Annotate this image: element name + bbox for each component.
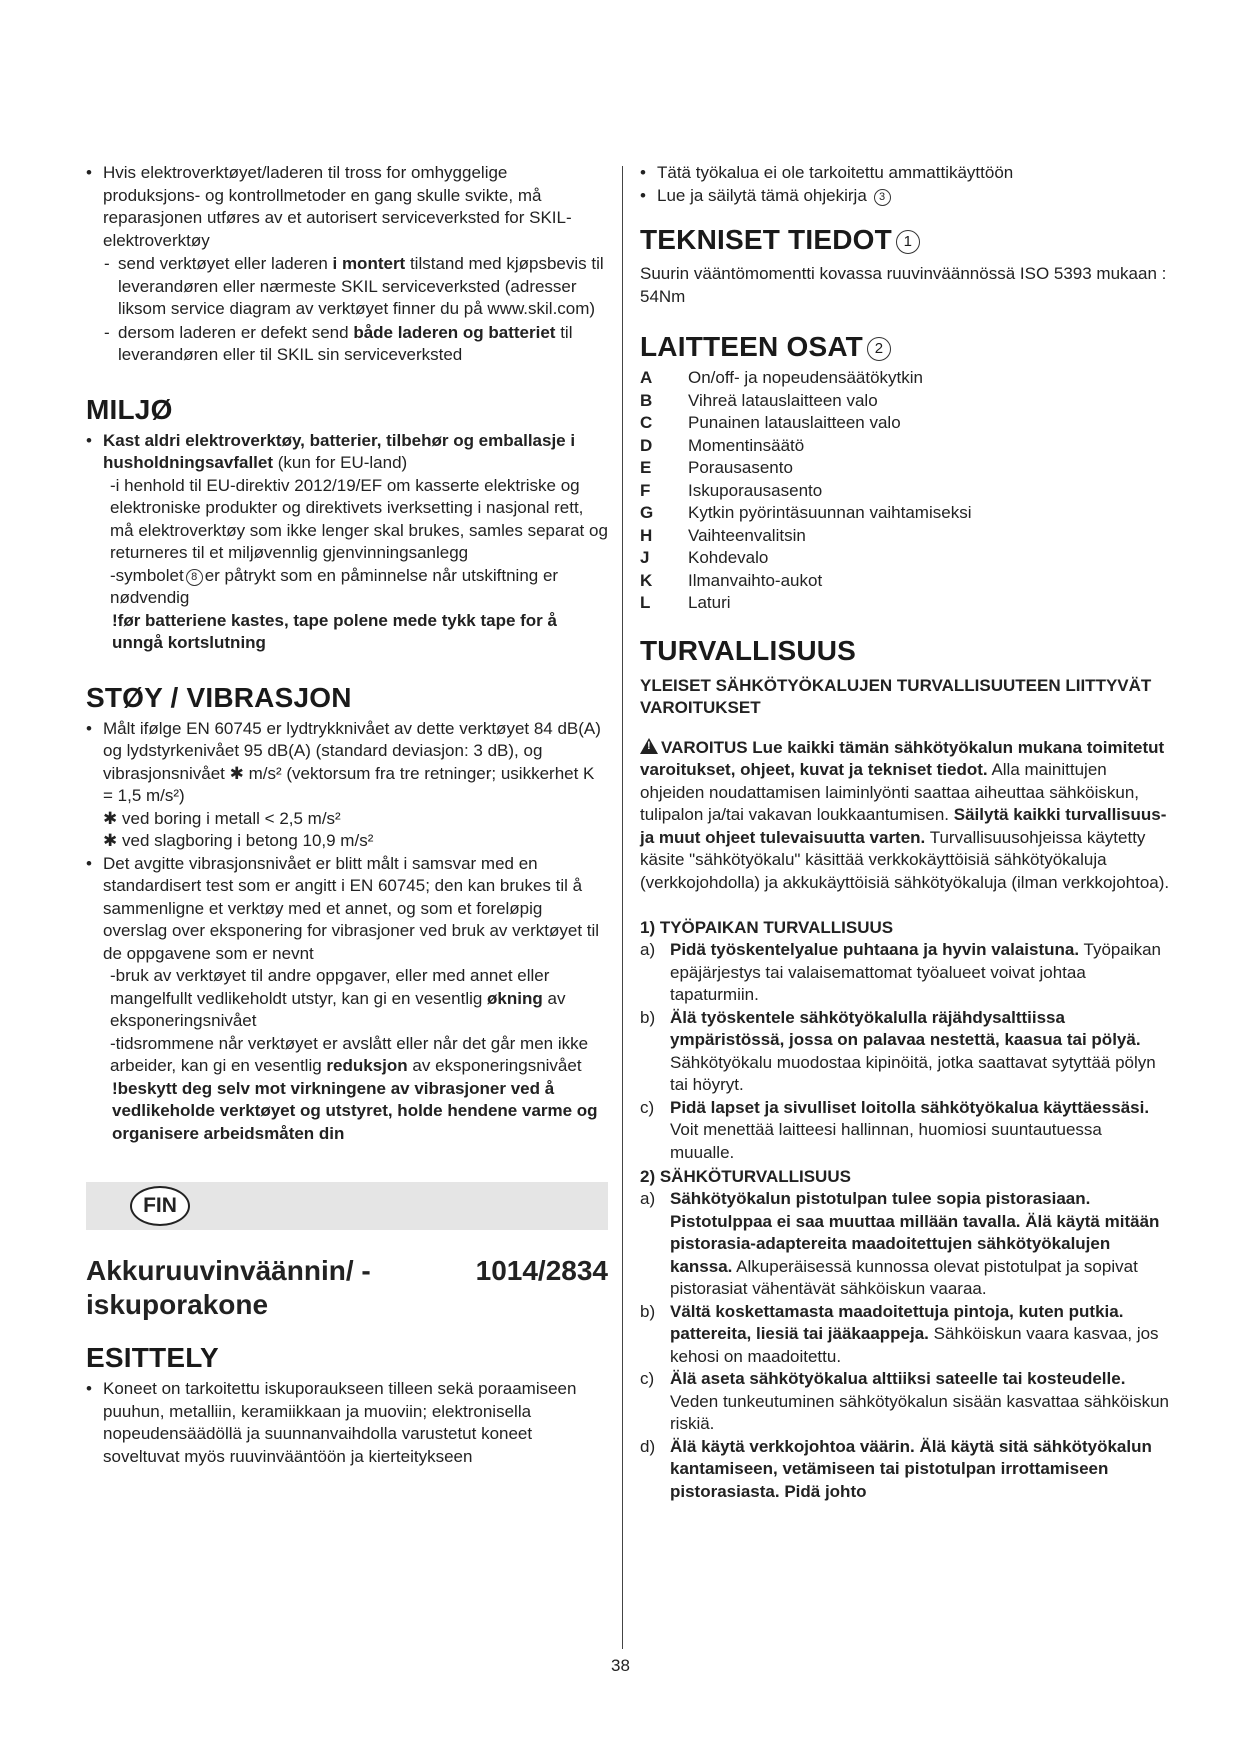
stoy-value-1-text: ved boring i metall < 2,5 m/s²	[121, 808, 341, 828]
miljo-rest: (kun for EU-land)	[273, 453, 408, 472]
stoy-bullet-2	[86, 853, 608, 1146]
parts-item	[640, 502, 1170, 525]
osat-heading	[640, 331, 1170, 363]
safety-item-letter: a)	[640, 1189, 656, 1208]
warning-icon	[640, 738, 658, 754]
safety-item-letter: a)	[640, 940, 656, 959]
parts-item	[640, 457, 1170, 480]
safety-item-letter: b)	[640, 1007, 656, 1027]
circled-number-icon: 3	[874, 189, 891, 206]
stoy-list	[86, 718, 608, 1146]
parts-item-key: L	[640, 593, 651, 612]
parts-item	[640, 480, 1170, 503]
turva-subheading: YLEISET SÄHKÖTYÖKALUJEN TURVALLISUUTEEN LIITTYVÄT VAROITUKSET	[640, 675, 1152, 717]
parts-item	[640, 525, 1170, 548]
safety-item-letter: c)	[640, 1369, 655, 1388]
miljo-bullet	[86, 430, 608, 655]
safety-item-bold: Vältä koskettamasta maadoitettuja pintoja, kuten putkia. pattereita, liesiä tai jääkaappeja.	[670, 1301, 1124, 1343]
repair-dash-1-a: send verktøyet eller laderen	[118, 254, 333, 273]
parts-item	[640, 367, 1170, 390]
parts-item	[640, 547, 1170, 570]
safety-item-bold: Pidä lapset ja sivulliset loitolla sähkötyökalua käyttäessäsi.	[670, 1097, 1150, 1117]
safety-item	[640, 1007, 1170, 1097]
circled-number-icon: 2	[867, 337, 891, 361]
section-2-items	[640, 1188, 1170, 1503]
miljo-sub-2	[110, 565, 608, 610]
warning-bold-1: VAROITUS Lue kaikki tämän sähkötyökalun mukana toimitetut varoitukset, ohjeet, kuvat ja tekniset tiedot.	[640, 737, 1165, 779]
parts-item-label: Vaihteenvalitsin	[688, 525, 806, 545]
stoy-sub-3: !beskytt deg selv mot virkningene av vibrasjoner ved å vedlikeholde verktøyet og utstyret, holde hendene varme og organisere arbeidsmåten din	[112, 1078, 598, 1143]
warning-text-2: Turvallisuusohjeissa käytetty käsite "sähkötyökalu" käsittää verkkokäyttöisiä sähkötyökaluja (verkkojohdolla) ja akkukäyttöisiä sähkötyökaluja (ilman verkkojohtoa).	[640, 827, 1170, 892]
miljo-bold: Kast aldri elektroverktøy, batterier, tilbehør og emballasje i husholdningsavfallet	[103, 430, 576, 472]
repair-dash-2-a: dersom laderen er defekt send	[118, 322, 354, 342]
repair-bullet-text: Hvis elektroverktøyet/laderen til tross for omhyggelige produksjons- og kontrollmetoder en gang skulle svikte, må reparasjonen utføres av et autorisert serviceverksted for SKIL-elektroverktøy	[103, 163, 572, 250]
miljo-sub-2-a: -symbolet	[110, 565, 184, 585]
stoy-bullet-2-text: Det avgitte vibrasjonsnivået er blitt målt i samsvar med en standardisert test som er angitt i EN 60745; den kan brukes til å sammenligne et verktøy med et annet, og som et foreløpig overslag over eksponering for vibrasjoner ved bruk av verktøyet til de oppgavene som er nevnt	[103, 853, 600, 963]
warning-bold-2: Säilytä kaikki turvallisuus- ja muut ohjeet tulevaisuutta varten.	[640, 805, 1167, 847]
intro-bullet-1: • Tätä työkalua ei ole tarkoitettu ammattikäyttöön	[640, 162, 1170, 185]
parts-item-label: Momentinsäätö	[688, 435, 805, 455]
parts-item-label: Porausasento	[688, 458, 793, 477]
repair-dash-2	[86, 322, 608, 367]
fin-badge: FIN	[130, 1186, 190, 1226]
intro-list	[640, 162, 1170, 207]
intro-bullet-2-text: Lue ja säilytä tämä ohjekirja	[657, 185, 867, 205]
product-model: 1014/2834	[475, 1255, 608, 1286]
circled-number-icon: 8	[186, 569, 203, 586]
parts-item-key: C	[640, 413, 653, 432]
parts-item-label: Kytkin pyörintäsuunnan vaihtamiseksi	[688, 503, 972, 522]
product-title	[86, 1254, 608, 1322]
parts-item-label: Ilmanvaihto-aukot	[688, 570, 823, 590]
parts-item-key: G	[640, 503, 654, 522]
repair-section	[86, 162, 608, 367]
safety-item-letter: b)	[640, 1301, 656, 1321]
tekniset-text: Suurin vääntömomentti kovassa ruuvinväännössä ISO 5393 mukaan : 54Nm	[640, 264, 1167, 306]
parts-item-label: Iskuporausasento	[688, 480, 823, 500]
esittely-bullet: • Koneet on tarkoitettu iskuporaukseen tilleen sekä poraamiseen puuhun, metalliin, keramiikkaan ja muoviin; elektronisella nopeudensäädöllä ja suunnanvaihdolla varustetut koneet soveltuvat myös ruuvinvääntöön ja kierteitykseen	[86, 1378, 608, 1468]
product-name: Akkuruuvinväännin/ -iskuporakone	[86, 1255, 371, 1320]
safety-item	[640, 1188, 1170, 1301]
safety-item	[640, 1368, 1170, 1436]
safety-item-text: Voit menettää laitteesi hallinnan, huomiosi suuntautuessa muualle.	[670, 1120, 1102, 1162]
miljo-sub-2-b: er påtrykt som en påminnelse når utskiftning er nødvendig	[110, 565, 559, 607]
parts-item	[640, 412, 1170, 435]
stoy-sub-2-b: reduksjon	[326, 1056, 408, 1075]
safety-item-text: Sähköiskun vaara kasvaa, jos kehosi on maadoitettu.	[670, 1324, 1159, 1366]
safety-item	[640, 1436, 1170, 1504]
star-icon: ✱	[103, 808, 118, 828]
stoy-sub-1	[110, 965, 608, 1033]
warning-text-1: Alla mainittujen ohjeiden noudattamisen laiminlyönti saattaa aiheuttaa sähköiskun, tulipalon ja/tai vakavan loukkaantumisen.	[640, 760, 1139, 824]
parts-item-key: E	[640, 458, 652, 477]
esittely-list	[86, 1378, 608, 1468]
intro-bullet-2	[640, 185, 1170, 208]
section-1-items	[640, 939, 1170, 1164]
parts-item-label: Kohdevalo	[688, 548, 769, 567]
circled-number-icon: 1	[896, 230, 920, 254]
parts-item-key: F	[640, 480, 651, 500]
left-column	[86, 162, 608, 1468]
parts-item	[640, 592, 1170, 615]
stoy-sub-2-c: av eksponeringsnivået	[407, 1056, 582, 1075]
safety-item-text: Veden tunkeutuminen sähkötyökalun sisään kasvattaa sähköiskun riskiä.	[670, 1391, 1169, 1433]
stoy-heading: STØY / VIBRASJON	[86, 681, 352, 713]
page-number: 38	[611, 1656, 630, 1675]
parts-item-key: H	[640, 525, 653, 545]
warning-paragraph	[640, 737, 1170, 895]
safety-item-bold: Pidä työskentelyalue puhtaana ja hyvin valaistuna.	[670, 940, 1080, 959]
repair-dash-2-c: til leverandøren eller til SKIL sin serviceverksted	[118, 322, 573, 364]
parts-item-label: Punainen latauslaitteen valo	[688, 413, 901, 432]
stoy-value-1	[103, 808, 608, 831]
repair-dash-1-b: i montert	[332, 254, 406, 273]
parts-item-label: On/off- ja nopeudensäätökytkin	[688, 368, 924, 387]
section-1-title: 1) TYÖPAIKAN TURVALLISUUS	[640, 918, 894, 937]
miljo-sub-3: !før batteriene kastes, tape polene mede tykk tape for å unngå kortslutning	[112, 610, 557, 652]
miljo-list	[86, 430, 608, 655]
parts-item	[640, 435, 1170, 458]
safety-item-bold: Älä työskentele sähkötyökalulla räjähdysalttiissa ympäristössä, jossa on palavaa nestettä, kaasua tai pölyä.	[670, 1007, 1141, 1049]
miljo-heading: MILJØ	[86, 393, 173, 425]
safety-item	[640, 1097, 1170, 1165]
repair-dash-1-c: tilstand med kjøpsbevis til leverandøren eller nærmeste SKIL serviceverksted (adresser liksom service diagram av verktøyet finner du på www.skil.com)	[118, 254, 604, 318]
stoy-value-2-text: ved slagboring i betong 10,9 m/s²	[121, 831, 374, 850]
parts-item	[640, 390, 1170, 413]
parts-item-key: B	[640, 390, 653, 410]
safety-item-bold: Sähkötyökalun pistotulpan tulee sopia pistorasiaan. Pistotulppaa ei saa muuttaa millään tavalla. Älä käytä mitään pistorasia-adaptereita maadoitettujen sähkötyökalujen kanssa.	[670, 1189, 1160, 1276]
osat-heading-text: LAITTEEN OSAT	[640, 331, 863, 362]
repair-dash-1	[86, 253, 608, 321]
section-2-title: 2) SÄHKÖTURVALLISUUS	[640, 1167, 851, 1186]
safety-item-bold: Älä aseta sähkötyökalua alttiiksi sateelle tai kosteudelle.	[670, 1369, 1126, 1388]
right-column	[640, 162, 1170, 1503]
parts-list	[640, 367, 1170, 615]
safety-item	[640, 939, 1170, 1007]
repair-bullet	[86, 162, 608, 367]
tekniset-heading	[640, 224, 1170, 256]
stoy-bullet-1-unit: m/s² (vektorsum fra tre retninger; usikkerhet K = 1,5 m/s²)	[103, 763, 595, 805]
safety-item-text: Työpaikan epäjärjestys tai valaisemattomat työalueet voivat johtaa tapaturmiin.	[670, 940, 1162, 1004]
parts-item-key: D	[640, 435, 653, 455]
turva-heading: TURVALLISUUS	[640, 634, 857, 666]
repair-dash-2-b: både laderen og batteriet	[353, 322, 556, 342]
stoy-bullet-1	[86, 718, 608, 853]
stoy-value-2	[103, 830, 608, 853]
parts-item	[640, 570, 1170, 593]
stoy-sub-1-c: av eksponeringsnivået	[110, 988, 566, 1030]
parts-item-key: K	[640, 570, 653, 590]
safety-item-letter: c)	[640, 1097, 655, 1117]
parts-item-key: A	[640, 368, 653, 387]
tekniset-heading-text: TEKNISET TIEDOT	[640, 224, 892, 255]
stoy-sub-1-b: økning	[487, 988, 543, 1008]
miljo-sub-1: -i henhold til EU-direktiv 2012/19/EF om kasserte elektriske og elektroniske produkter og direktivets iverksetting i nasjonal rett, må elektroverktøy som ikke lenger skal brukes, samles separat og returneres til et miljøvennlig gjenvinningsanlegg	[110, 475, 608, 562]
star-icon: ✱	[103, 831, 118, 850]
parts-item-key: J	[640, 548, 650, 567]
esittely-heading: ESITTELY	[86, 1342, 219, 1373]
safety-item-text: Sähkötyökalu muodostaa kipinöitä, jotka saattavat sytyttää pölyn tai höyryt.	[670, 1052, 1156, 1094]
star-icon: ✱	[229, 763, 244, 783]
safety-item	[640, 1301, 1170, 1369]
stoy-sub-1-a: -bruk av verktøyet til andre oppgaver, eller med annet eller mangelfullt vedlikeholdt utstyr, kan gi en vesentlig	[110, 966, 550, 1008]
stoy-sub-2-a: -tidsrommene når verktøyet er avslått eller når det går men ikke arbeider, kan gi en vesentlig	[110, 1033, 589, 1075]
parts-item-label: Laturi	[688, 593, 731, 612]
safety-item-text: Alkuperäisessä kunnossa olevat pistotulpat ja sopivat pistorasiat vähentävät sähköiskun vaaraa.	[670, 1256, 1138, 1298]
parts-item-label: Vihreä latauslaitteen valo	[688, 390, 878, 410]
stoy-bullet-1-text: Målt ifølge EN 60745 er lydtrykknivået av dette verktøyet 84 dB(A) og lydstyrkenivået 95 dB(A) (standard deviasjon: 3 dB), og vibrasjonsnivået	[103, 718, 601, 783]
column-divider	[622, 166, 623, 1649]
safety-item-letter: d)	[640, 1436, 656, 1456]
language-band	[86, 1182, 608, 1230]
safety-item-bold: Älä käytä verkkojohtoa väärin. Älä käytä sitä sähkötyökalun kantamiseen, vetämiseen tai pistotulpan irrottamiseen pistorasiasta. Pidä johto	[670, 1436, 1152, 1501]
stoy-sub-2	[110, 1033, 608, 1078]
